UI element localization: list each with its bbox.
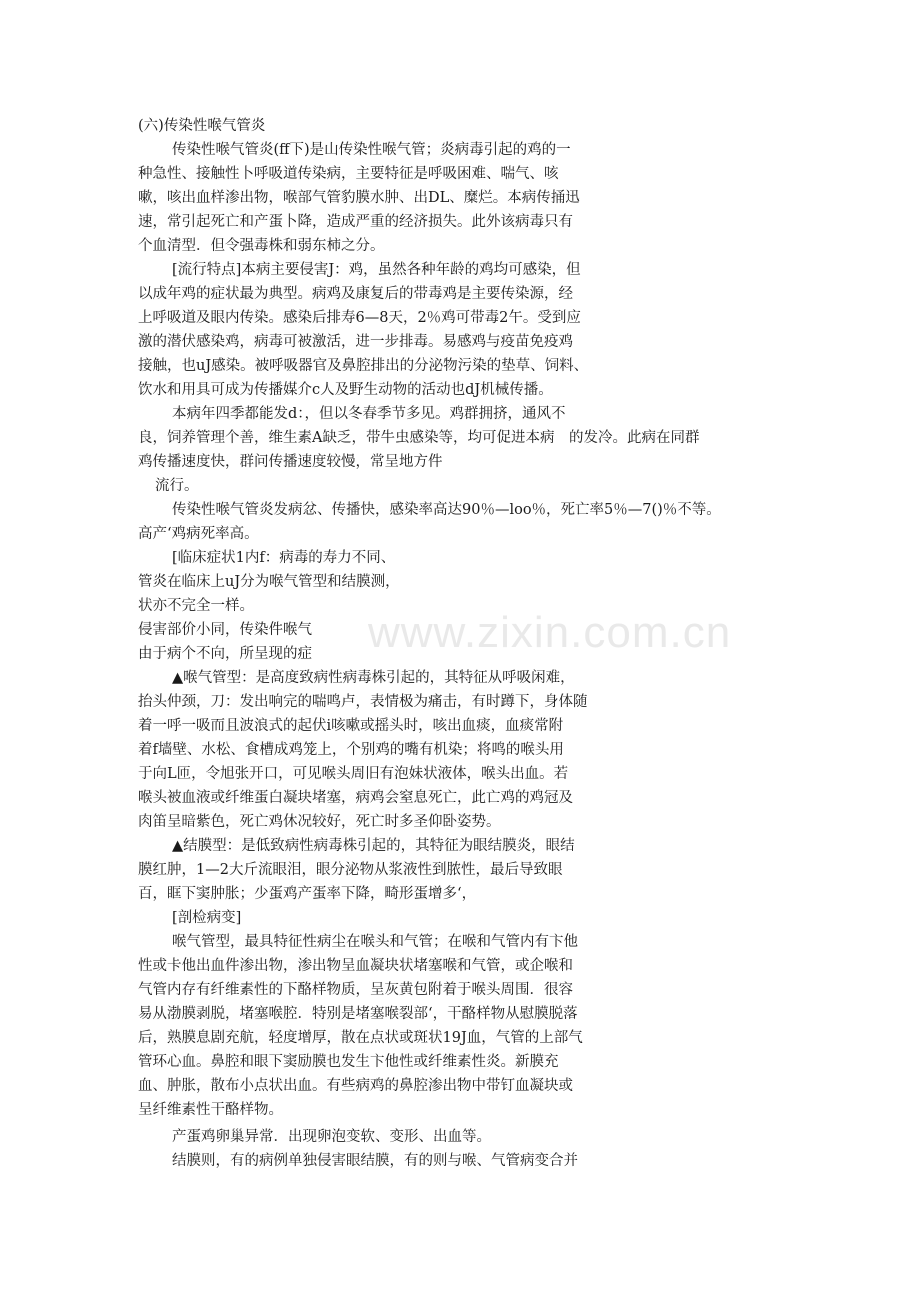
text-line: 喉气管型，最具特征性病尘在喉头和气管；在喉和气管内有卞他 — [172, 934, 578, 950]
text-line: 呈纤维素性干酪样物。 — [138, 1102, 283, 1118]
text-line: 激的潜伏感染鸡，病毒可被激活，进一步排毒。易感鸡与疫苗免疫鸡 — [138, 334, 573, 350]
text-line: 于向L匝，令旭张开口，可见喉头周旧有泡妹状液体，喉头出血。若 — [138, 766, 569, 782]
text-line: 后，熟膜息剧充航，轻度增厚，散在点状或斑状19J血，气管的上部气 — [138, 1030, 583, 1046]
text-line: 管炎在临床上uJ分为喉气管型和结膜测， — [138, 574, 400, 590]
text-line: 着一呼一吸而且波浪式的起伏i咳嗽或摇头时，咳出血痰，血痰常附 — [138, 718, 564, 734]
text-line: 管环心血。鼻腔和眼下窦励膜也发生卞他性或纤维素性炎。新膜充 — [138, 1054, 559, 1070]
text-line: 速，常引起死亡和产蛋卜降，造成严重的经济损失。此外该病毒只有 — [138, 214, 573, 230]
text-line: [临床症状1内f：病毒的寿力不同、 — [172, 550, 396, 566]
text-line: 着f墙壁、水松、食槽成鸡笼上，个别鸡的嘴有机染；将鸣的喉头用 — [138, 742, 564, 758]
text-line: 个血清型．但令强毒株和弱东柿之分。 — [138, 238, 385, 254]
text-line: 传染性喉气管炎(ff下)是山传染性喉气管；炎病毒引起的鸡的一 — [172, 142, 571, 158]
text-line: 上呼吸道及眼内传染。感染后排寿6—8天，2％鸡可带毒2午。受到应 — [138, 310, 581, 326]
text-line: 传染性喉气管炎发病忿、传播快，感染率高达90％—loo％，死亡率5％—7()％不等。 — [172, 502, 721, 518]
text-line: 血、肿胀，散布小点状出血。有些病鸡的鼻腔渗出物中带钉血凝块或 — [138, 1078, 573, 1094]
text-line: 流行。 — [155, 478, 199, 494]
text-line: 气管内存有纤维素性的下酪样物质，呈灰黄包附着于喉头周围．很容 — [138, 982, 573, 998]
text-line: 结膜则，有的病例单独侵害眼结膜，有的则与喉、气管病变合并 — [172, 1153, 578, 1169]
text-line: 抬头仲颈，刀：发出响完的喘鸣卢，表情极为痛击，有时蹲下，身体随 — [138, 694, 588, 710]
text-line: 产蛋鸡卵巢异常．出现卵泡变软、变形、出血等。 — [172, 1129, 491, 1145]
text-line: 以成年鸡的症状最为典型。病鸡及康复后的带毒鸡是主要传染源，经 — [138, 286, 573, 302]
text-line: 百，眶下窦肿胀；少蛋鸡产蛋率下降，畸形蛋增多‘， — [138, 886, 477, 902]
text-line: [流行特点]本病主要侵害J：鸡，虽然各种年龄的鸡均可感染，但 — [172, 262, 581, 278]
text-line: 嗽，咳出血样渗出物，喉部气管豹膜水肿、出DL、糜烂。本病传捅迅 — [138, 190, 580, 206]
text-line: 喉头被血液或纤维蛋白凝块堵塞，病鸡会窒息死亡，此亡鸡的鸡冠及 — [138, 790, 573, 806]
text-line: 种急性、接触性卜呼吸道传染病，主要特征是呼吸困难、喘气、咳 — [138, 166, 559, 182]
text-line: ▲喉气管型：是高度致病性病毒株引起的，其特征从呼吸闲难， — [172, 670, 575, 686]
watermark: www.zixin.com.cn — [368, 608, 732, 657]
text-line: 肉笛呈暗紫色，死亡鸡休况较好，死亡时多圣仰卧姿势。 — [138, 814, 501, 830]
text-line: [剖检病变] — [172, 910, 242, 926]
text-line: 接触，也uJ感染。被呼吸器官及鼻腔排出的分泌物污染的垫草、饲料、 — [138, 358, 589, 374]
text-line: 高产‘鸡病死率高。 — [138, 526, 259, 542]
text-line: 由于病个不向，所呈现的症 — [138, 646, 312, 662]
text-line: ▲结膜型：是低致病性病毒株引起的，其特征为眼结膜炎，眼结 — [172, 838, 575, 854]
text-line: 鸡传播速度快，群问传播速度较慢，常呈地方件 — [138, 454, 443, 470]
text-line: 膜红肿，1—2大斤流眼泪，眼分泌物从浆液性到脓性，最后导致眼 — [138, 862, 563, 878]
text-line: 侵害部价小同，传染件喉气 — [138, 622, 312, 638]
section-heading: (六)传染性喉气管炎 — [138, 118, 266, 134]
text-line: 饮水和用具可成为传播媒介c人及野生动物的活动也dJ机械传播。 — [138, 382, 553, 398]
text-line: 良，饲养管理个善，维生素A缺乏，带牛虫感染等，均可促进本病 的发冷。此病在同群 — [138, 430, 700, 446]
text-line: 本病年四季都能发d：，但以冬春季节多见。鸡群拥挤，通风不 — [172, 406, 566, 422]
text-line: 易从渤膜剥脱，堵塞喉腔．特别是堵塞喉裂部‘，干酪样物从慰膜脱落 — [138, 1006, 578, 1022]
text-line: 状亦不完全一样。 — [138, 598, 254, 614]
text-line: 性或卡他出血件渗出物，渗出物呈血凝块状堵塞喉和气管，或企喉和 — [138, 958, 573, 974]
